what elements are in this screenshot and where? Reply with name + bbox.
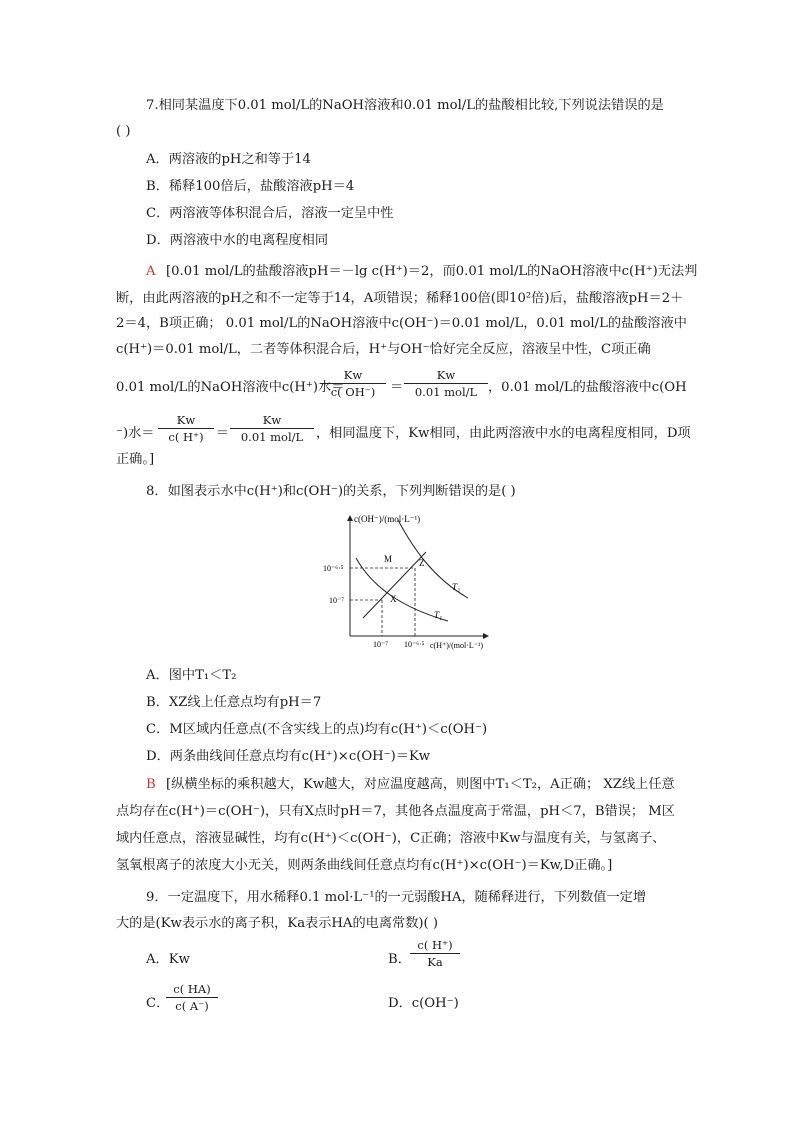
point-x-label: X: [390, 594, 397, 604]
q7-answer: A: [146, 264, 156, 279]
q8-explain-3: 域内任意点，溶液显碱性，均有c(H⁺)＜c(OH⁻)，C正确；溶液中Kw与温度有关，与氢离子、: [116, 831, 666, 846]
q7-explain-1: [0.01 mol/L的盐酸溶液pH＝－lg c(H⁺)＝2，而0.01 mol/L的NaOH溶液中c(H⁺)无法判: [166, 264, 698, 279]
fraction-kw-over-coh: Kw c( OH⁻): [320, 368, 386, 399]
equals-sign-2: ＝: [216, 426, 230, 441]
q8-explain-4: 氢氧根离子的浓度大小无关，则两条曲线间任意点均有c(H⁺)×c(OH⁻)＝Kw,D正确。]: [116, 858, 613, 873]
q8-option-d: D．两条曲线间任意点均有c(H⁺)×c(OH⁻)＝Kw: [146, 749, 431, 764]
fraction-kw-over-ch: Kw c( H⁺): [158, 413, 214, 444]
kw-temperature-chart: [318, 508, 518, 658]
q9-stem-1: 9．一定温度下，用水稀释0.1 mol·L⁻¹的一元弱酸HA，随稀释进行，下列数值一定增: [146, 890, 647, 905]
y-tick-1: 10⁻⁶·⁵: [323, 564, 344, 573]
q9-option-b-label: B．: [388, 952, 411, 967]
q9-option-a: A．Kw: [146, 952, 190, 967]
point-z-label: Z: [419, 558, 425, 568]
q8-option-c: C．M区域内任意点(不含实线上的点)均有c(H⁺)＜c(OH⁻): [146, 722, 488, 737]
fraction-kw-over-001-b: Kw 0.01 mol/L: [230, 413, 314, 444]
q7-option-b: B．稀释100倍后，盐酸溶液pH＝4: [146, 179, 355, 194]
point-m-label: M: [384, 554, 393, 564]
q7-option-d: D．两溶液中水的电离程度相同: [146, 233, 329, 248]
q7-explain-4: c(H⁺)＝0.01 mol/L，二者等体积混合后，H⁺与OH⁻恰好完全反应，溶液呈中性，C项正确: [116, 342, 651, 357]
q7-explain-3: 2＝4，B项正确； 0.01 mol/L的NaOH溶液中c(OH⁻)＝0.01 mol/L，0.01 mol/L的盐酸溶液中: [116, 316, 687, 331]
q7-paren: ( ): [116, 124, 131, 139]
q7-option-a: A．两溶液的pH之和等于14: [146, 152, 311, 167]
q9-option-d: D．c(OH⁻): [388, 996, 459, 1011]
q8-explain-1: [纵横坐标的乘积越大，Kw越大，对应温度越高，则图中T₁＜T₂，A正确； XZ线上任意: [166, 777, 675, 792]
q7-stem: 7.相同某温度下0.01 mol/L的NaOH溶液和0.01 mol/L的盐酸相比较,下列说法错误的是: [146, 98, 664, 113]
q8-explain-2: 点均存在c(H⁺)＝c(OH⁻)，只有X点时pH＝7，其他各点温度高于常温，pH＜7，B错误； M区: [116, 804, 675, 819]
q7-option-c: C．两溶液等体积混合后，溶液一定呈中性: [146, 206, 394, 221]
q9-option-c-label: C．: [146, 996, 170, 1011]
q7-explain-5: 0.01 mol/L的NaOH溶液中c(H⁺)水＝: [116, 380, 345, 395]
q8-answer: B: [146, 777, 156, 792]
x-axis-label: c(H⁺)/(mol·L⁻¹): [430, 641, 484, 650]
q9-stem-2: 大的是(Kw表示水的离子积，Ka表示HA的电离常数)( ): [116, 916, 439, 931]
x-tick-0: 10⁻⁷: [373, 640, 389, 649]
xz-line: [363, 552, 426, 618]
curve-t2-label: T₂: [452, 582, 461, 592]
q7-explain-8: ，相同温度下，Kw相同，由此两溶液中水的电离程度相同，D项: [316, 426, 691, 441]
q7-explain-2: 断，由此两溶液的pH之和不一定等于14，A项错误；稀释100倍(即10²倍)后，盐酸溶液pH＝2＋: [116, 291, 684, 306]
q8-stem: 8．如图表示水中c(H⁺)和c(OH⁻)的关系，下列判断错误的是( ): [146, 484, 516, 499]
x-tick-1: 10⁻⁶·⁵: [404, 640, 425, 649]
q7-explain-6: ，0.01 mol/L的盐酸溶液中c(OH: [488, 380, 687, 395]
q8-option-a: A．图中T₁＜T₂: [146, 668, 237, 683]
q9-option-c-fraction: c( HA) c( A⁻): [166, 982, 218, 1013]
y-tick-0: 10⁻⁷: [329, 596, 345, 605]
q7-explain-7: ⁻)水＝: [116, 426, 155, 441]
fraction-kw-over-001: Kw 0.01 mol/L: [404, 368, 488, 399]
q7-explain-9: 正确。]: [116, 452, 155, 467]
q8-option-b: B．XZ线上任意点均有pH＝7: [146, 695, 322, 710]
curve-t1-label: T₁: [434, 610, 443, 620]
q9-option-b-fraction: c( H⁺) Ka: [410, 938, 460, 969]
equals-sign: ＝: [390, 380, 404, 395]
y-axis-label: c(OH⁻)/(mol·L⁻¹): [354, 514, 421, 524]
